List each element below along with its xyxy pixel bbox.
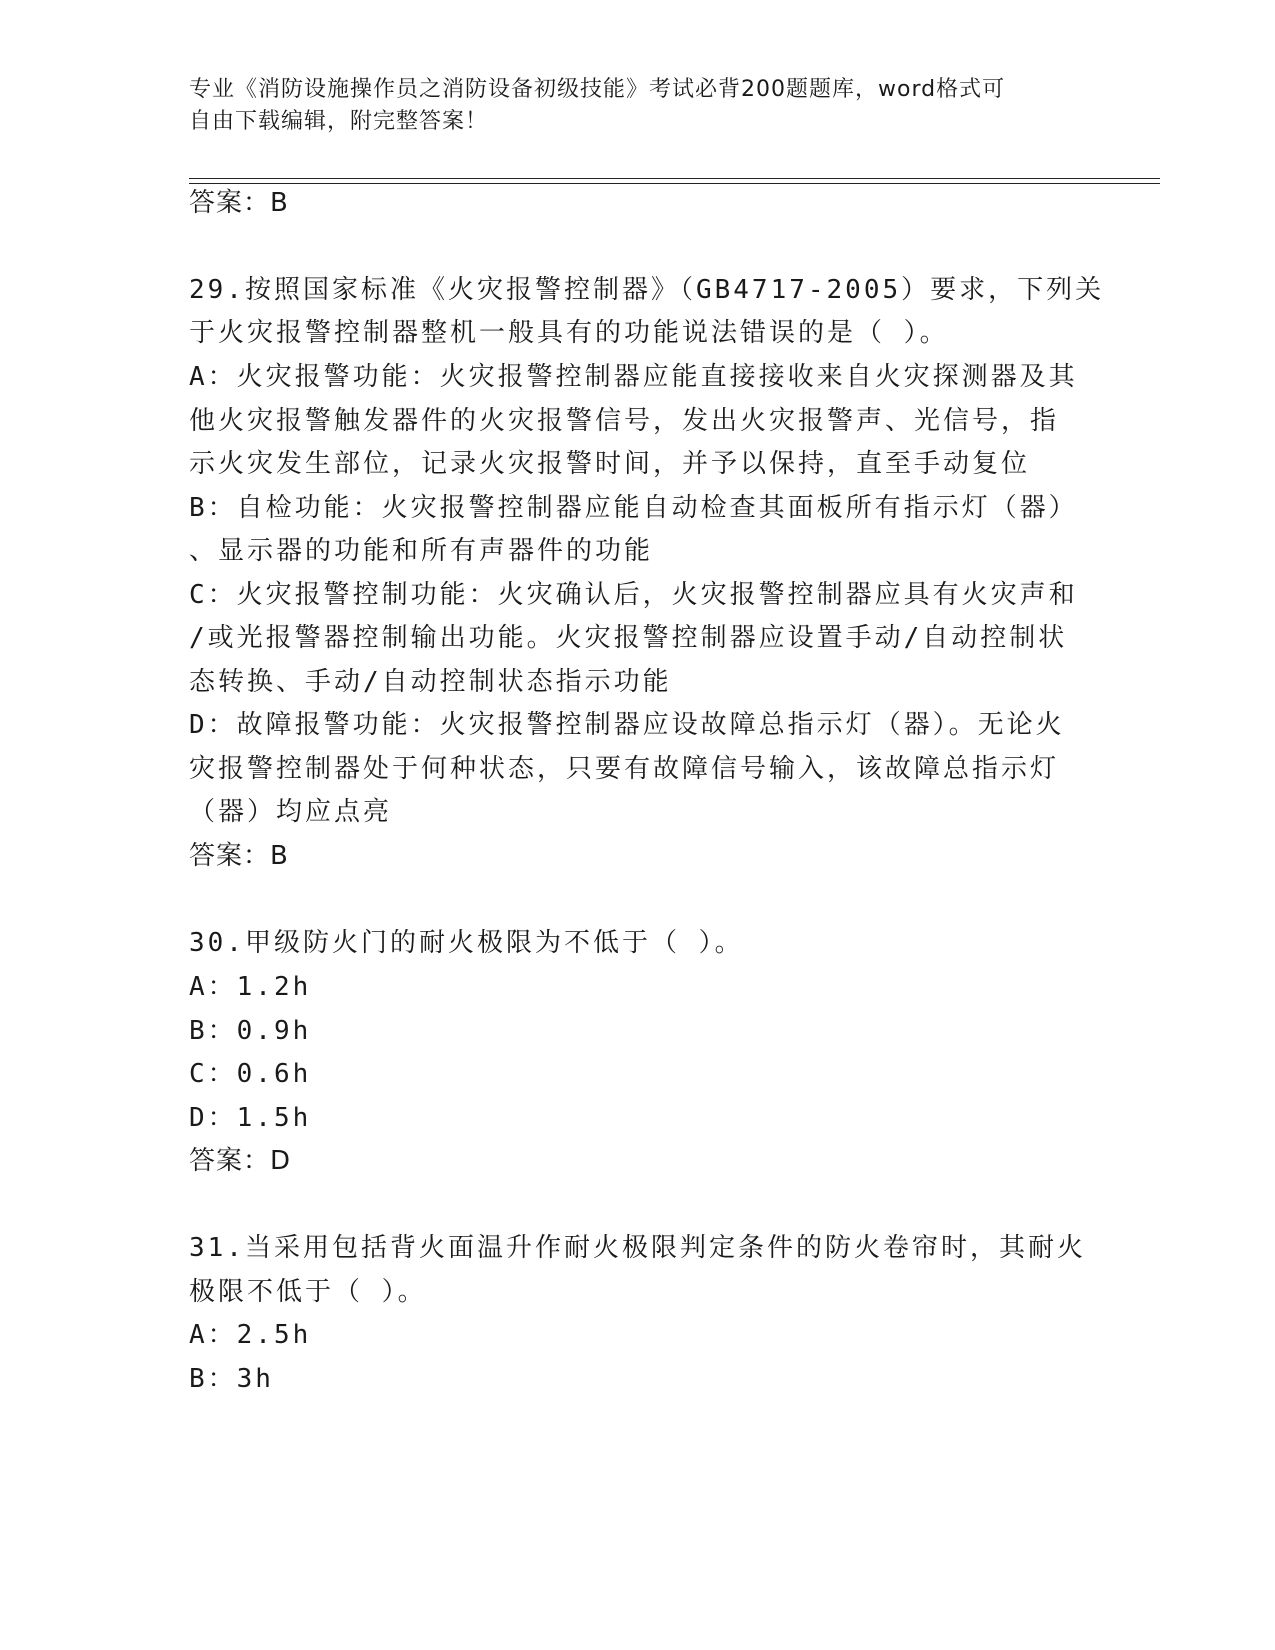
- question-stem-line: 30.甲级防火门的耐火极限为不低于（ ）。: [189, 928, 744, 958]
- option-c-line: 态转换、手动/自动控制状态指示功能: [189, 667, 672, 697]
- answer: 答案：B: [189, 841, 289, 871]
- option-c-line: C：火灾报警控制功能：火灾确认后，火灾报警控制器应具有火灾声和: [189, 580, 1078, 610]
- option-c-line: /或光报警器控制输出功能。火灾报警控制器应设置手动/自动控制状: [189, 623, 1068, 653]
- option-b: B：0.9h: [189, 1016, 312, 1046]
- option-d-line: 灾报警控制器处于何种状态，只要有故障信号输入，该故障总指示灯: [189, 754, 1060, 784]
- option-b-line: B：自检功能：火灾报警控制器应能自动检查其面板所有指示灯（器）: [189, 493, 1078, 523]
- option-a: A：1.2h: [189, 972, 312, 1002]
- header-rule-top: [189, 178, 1160, 179]
- question-stem-line: 于火灾报警控制器整机一般具有的功能说法错误的是（ ）。: [189, 318, 949, 348]
- question-stem-line: 极限不低于（ ）。: [189, 1277, 427, 1307]
- answer: 答案：D: [189, 1146, 292, 1176]
- option-a-line: 示火灾发生部位，记录火灾报警时间，并予以保持，直至手动复位: [189, 449, 1031, 479]
- header-line-1: 专业《消防设施操作员之消防设备初级技能》考试必背200题题库，word格式可: [189, 77, 1006, 102]
- option-d: D：1.5h: [189, 1103, 312, 1133]
- option-d-line: D：故障报警功能：火灾报警控制器应设故障总指示灯（器）。无论火: [189, 710, 1065, 740]
- option-a-line: A：火灾报警功能：火灾报警控制器应能直接接收来自火灾探测器及其: [189, 362, 1078, 392]
- header-line-2: 自由下载编辑，附完整答案！: [189, 109, 489, 134]
- option-c: C：0.6h: [189, 1059, 312, 1089]
- header-rule-bottom: [189, 183, 1160, 184]
- question-stem-line: 31.当采用包括背火面温升作耐火极限判定条件的防火卷帘时，其耐火: [189, 1233, 1086, 1263]
- question-stem-line: 29.按照国家标准《火灾报警控制器》（GB4717-2005）要求，下列关: [189, 275, 1105, 305]
- option-a-line: 他火灾报警触发器件的火灾报警信号，发出火灾报警声、光信号，指: [189, 406, 1060, 436]
- option-a: A：2.5h: [189, 1320, 312, 1350]
- document-header: [189, 74, 1089, 138]
- prev-answer: 答案：B: [189, 188, 289, 218]
- option-b: B：3h: [189, 1364, 274, 1394]
- option-d-line: （器）均应点亮: [189, 797, 393, 827]
- option-b-line: 、显示器的功能和所有声器件的功能: [189, 536, 654, 566]
